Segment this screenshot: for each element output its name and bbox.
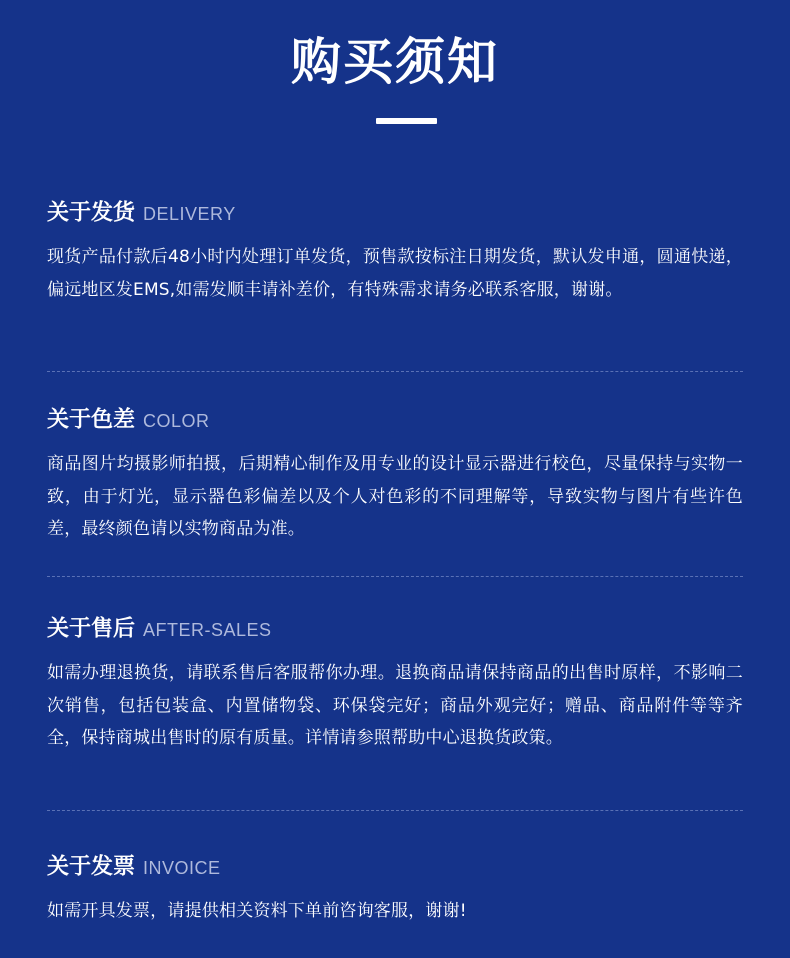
section-body: 现货产品付款后48小时内处理订单发货，预售款按标注日期发货，默认发申通，圆通快递，偏远地区发EMS,如需发顺丰请补差价，有特殊需求请务必联系客服，谢谢。 — [47, 247, 743, 300]
section-divider — [47, 810, 743, 811]
section-color — [47, 405, 743, 546]
section-title-cn: 关于发票 — [47, 854, 136, 880]
section-heading — [47, 614, 743, 644]
section-body: 商品图片均摄影师拍摄，后期精心制作及用专业的设计显示器进行校色，尽量保持与实物一致，由于灯光，显示器色彩偏差以及个人对色彩的不同理解等，导致实物与图片有些许色差，最终颜色请以实物商品为准。 — [47, 454, 743, 539]
section-divider — [47, 576, 743, 577]
section-title-cn: 关于色差 — [47, 407, 136, 433]
page-title: 购买须知 — [291, 33, 499, 91]
title-underline — [376, 118, 437, 124]
section-title-en: DELIVERY — [143, 203, 236, 224]
section-heading — [47, 405, 743, 435]
section-heading — [47, 198, 743, 228]
section-divider — [47, 371, 743, 372]
section-title-en: INVOICE — [143, 857, 221, 878]
section-heading — [47, 852, 743, 882]
section-title-cn: 关于发货 — [47, 200, 136, 226]
section-title-en: AFTER-SALES — [143, 619, 272, 640]
section-title-en: COLOR — [143, 410, 210, 431]
section-after-sales — [47, 614, 743, 755]
section-invoice — [47, 852, 743, 928]
section-body: 如需办理退换货，请联系售后客服帮你办理。退换商品请保持商品的出售时原样，不影响二次销售，包括包装盒、内置储物袋、环保袋完好；商品外观完好；赠品、商品附件等等齐全，保持商城出售时的原有质量。详情请参照帮助中心退换货政策。 — [47, 663, 743, 748]
section-title-cn: 关于售后 — [47, 616, 136, 642]
section-delivery — [47, 198, 743, 306]
section-body: 如需开具发票，请提供相关资料下单前咨询客服，谢谢! — [47, 901, 467, 921]
